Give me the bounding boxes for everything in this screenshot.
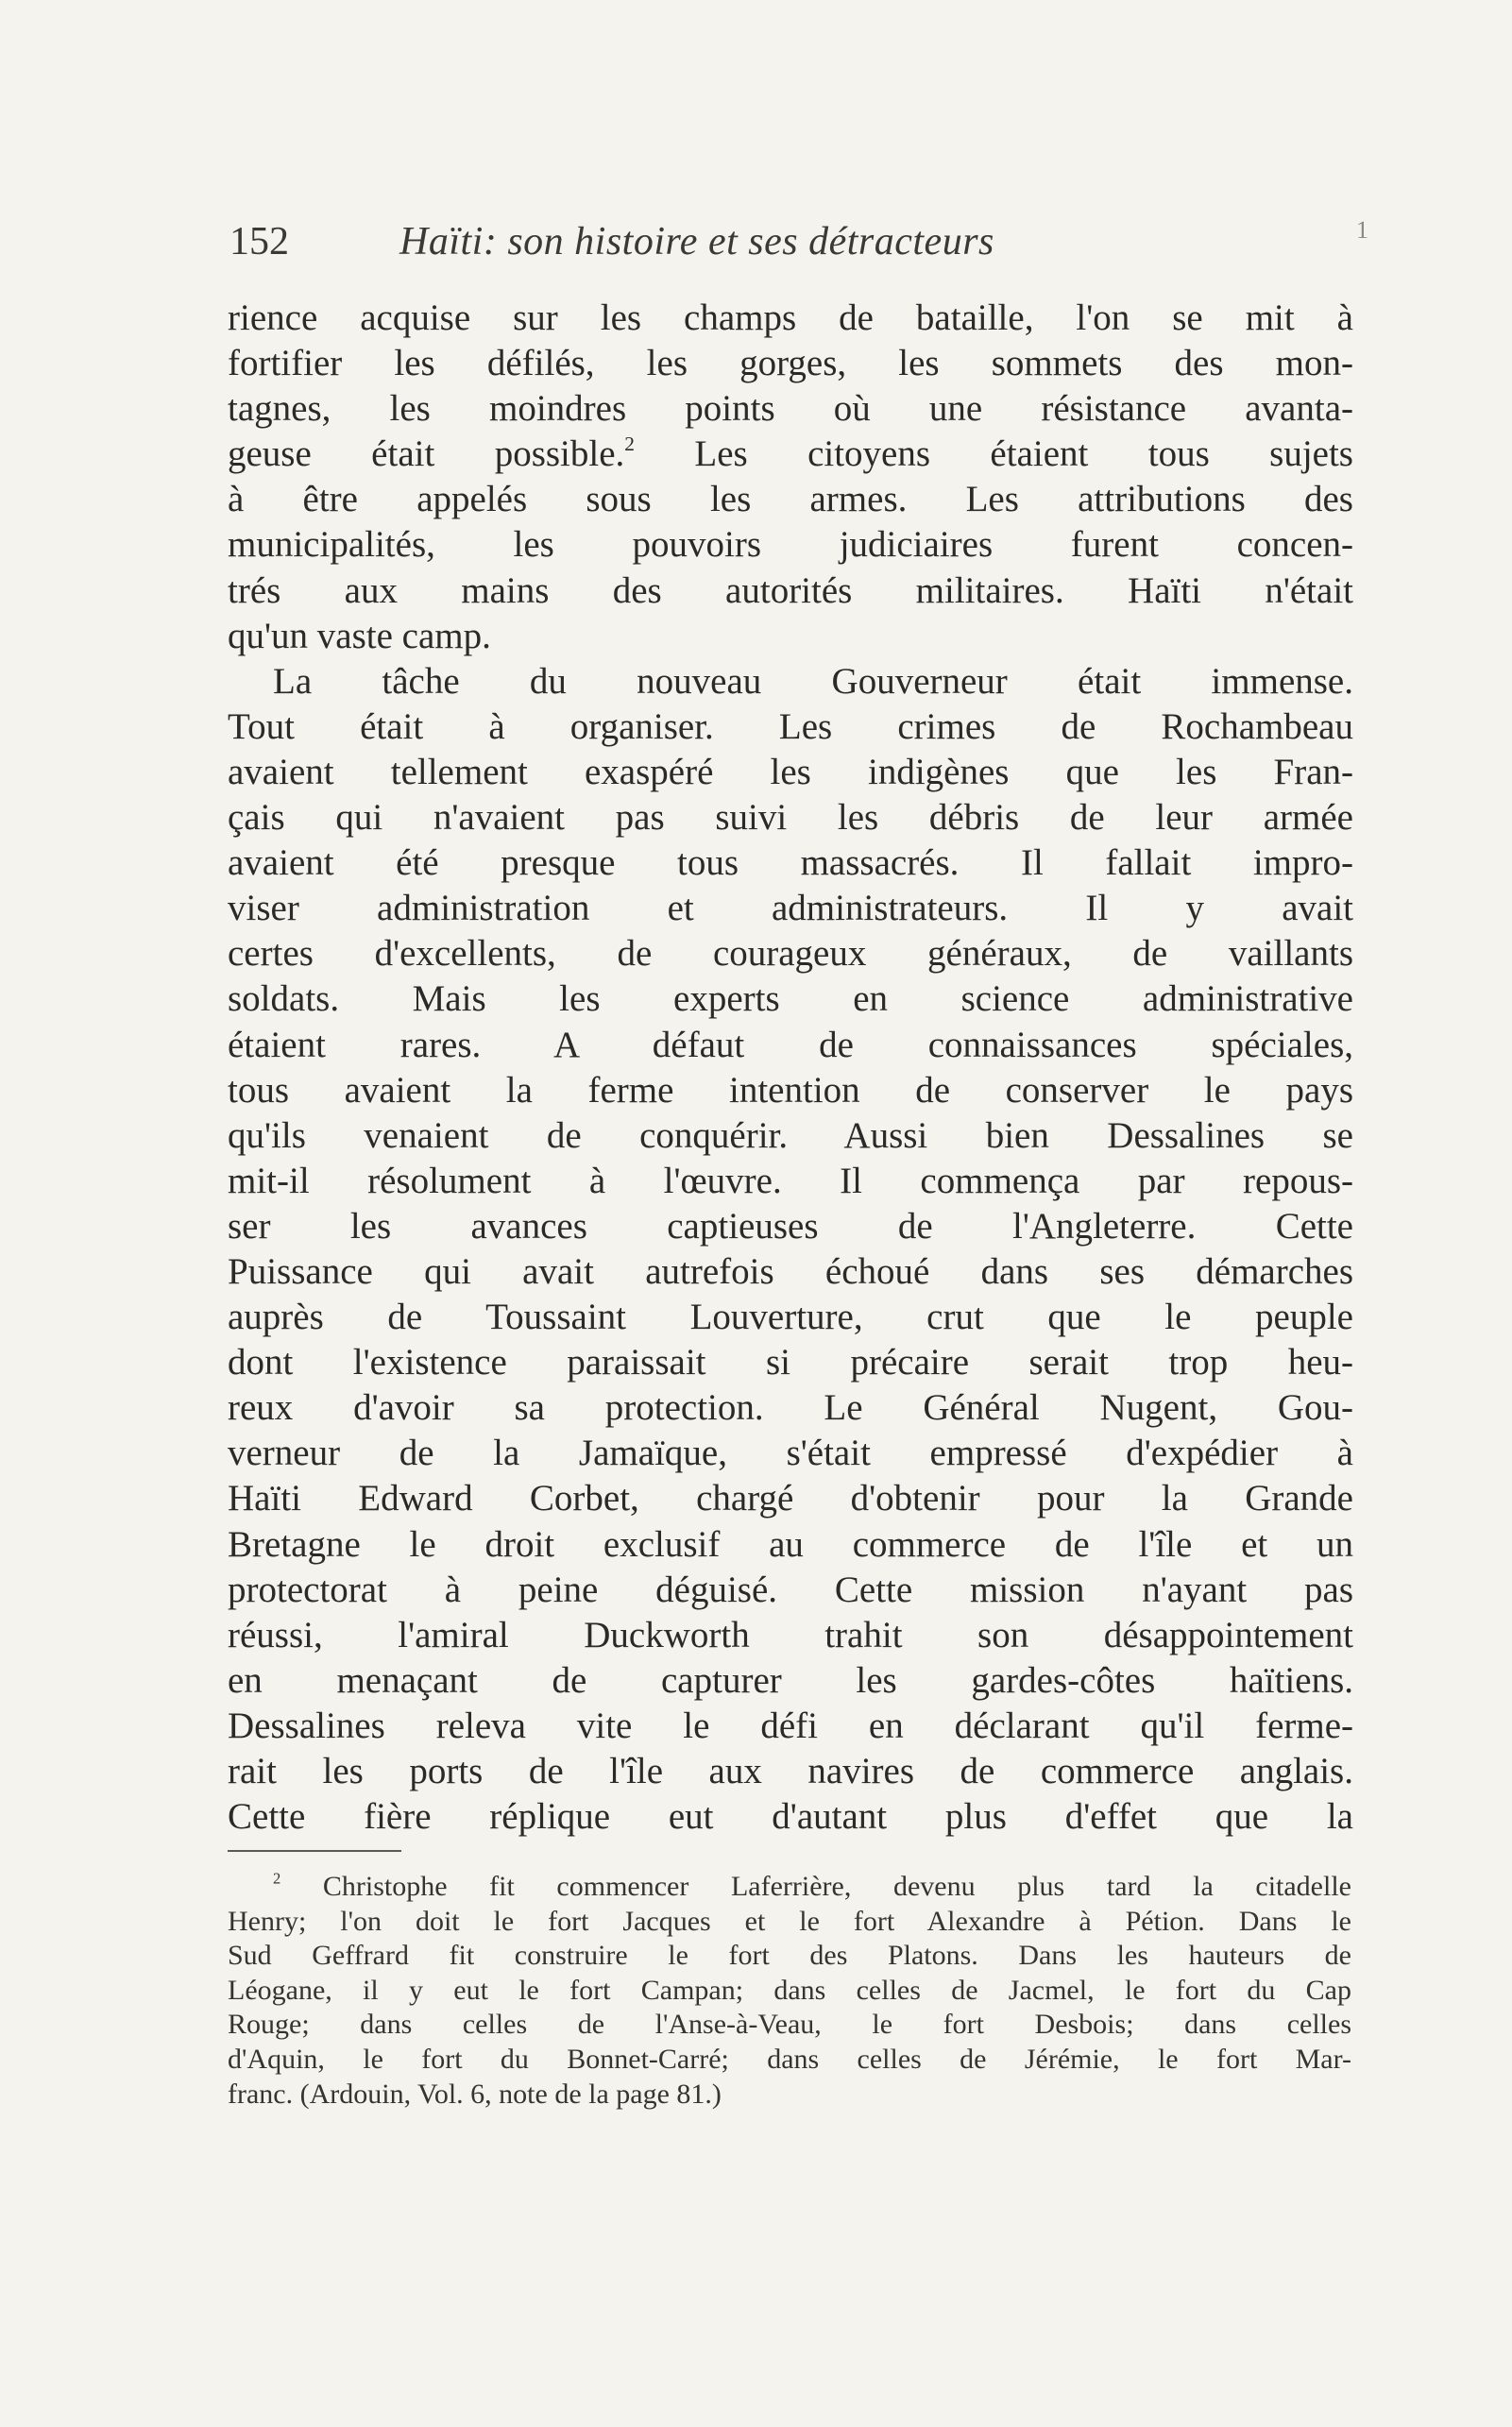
text-line: Cette fière réplique eut d'autant plus d'effet que la: [228, 1796, 1353, 1838]
text-line: fortifier les défilés, les gorges, les sommets des mon-: [228, 343, 1353, 384]
footnotes: [228, 1870, 1351, 2112]
text-line: çais qui n'avaient pas suivi les débris de leur armée: [228, 797, 1353, 839]
corner-mark: 1: [1356, 216, 1368, 244]
text-line: tous avaient la ferme intention de conserver le pays: [228, 1069, 1353, 1111]
text-line: [228, 432, 1353, 477]
text-line: rait les ports de l'île aux navires de commerce anglais.: [228, 1751, 1353, 1791]
footnote-text: Christophe fit commencer Laferrière, devenu plus tard la citadelle: [280, 1871, 1351, 1902]
text-line: rience acquise sur les champs de bataille, l'on se mit à: [228, 297, 1353, 338]
text-line: Puissance qui avait autrefois échoué dans ses démarches: [228, 1250, 1353, 1292]
text-line: étaient rares. A défaut de connaissances spéciales,: [228, 1024, 1353, 1065]
text-line: Bretagne le droit exclusif au commerce de l'île et un: [228, 1523, 1353, 1565]
footnote-line: Léogane, il y eut le fort Campan; dans celles de Jacmel, le fort du Cap: [228, 1974, 1351, 2006]
running-head: [229, 213, 1368, 270]
text-line: réussi, l'amiral Duckworth trahit son désappointement: [228, 1614, 1353, 1655]
text-line: verneur de la Jamaïque, s'était empressé d'expédier à: [228, 1433, 1353, 1474]
text-line: soldats. Mais les experts en science administrative: [228, 978, 1353, 1020]
running-title: Haïti: son histoire et ses détracteurs: [399, 220, 994, 263]
text-segment: geuse était possible.: [228, 433, 625, 475]
text-line: qu'ils venaient de conquérir. Aussi bien Dessalines se: [228, 1114, 1353, 1156]
footnote-divider: [228, 1850, 401, 1852]
text-line: Tout était à organiser. Les crimes de Rochambeau: [228, 705, 1353, 747]
footnote-marker: 2: [273, 1869, 281, 1888]
text-segment: Les citoyens étaient tous sujets: [635, 433, 1353, 475]
text-line: tagnes, les moindres points où une résistance avanta-: [228, 388, 1353, 430]
text-line: dont l'existence paraissait si précaire serait trop heu-: [228, 1342, 1353, 1383]
text-line: auprès de Toussaint Louverture, crut que le peuple: [228, 1297, 1353, 1338]
text-line: viser administration et administrateurs. Il y avait: [228, 888, 1353, 929]
footnote-ref: 2: [624, 433, 635, 456]
text-line: municipalités, les pouvoirs judiciaires furent concen-: [228, 524, 1353, 566]
text-line: avaient été presque tous massacrés. Il fallait impro-: [228, 842, 1353, 884]
footnote-line: Henry; l'on doit le fort Jacques et le fort Alexandre à Pétion. Dans le: [228, 1905, 1351, 1937]
text-line: mit-il résolument à l'œuvre. Il commença par repous-: [228, 1160, 1353, 1201]
text-line: Haïti Edward Corbet, chargé d'obtenir pour la Grande: [228, 1478, 1353, 1519]
body-text: [228, 296, 1353, 1840]
footnote-line: Sud Geffrard fit construire le fort des Platons. Dans les hauteurs de: [228, 1940, 1351, 1972]
footnote-line: franc. (Ardouin, Vol. 6, note de la page 81.): [228, 2078, 722, 2110]
text-line: Dessalines releva vite le défi en déclarant qu'il ferme-: [228, 1705, 1353, 1746]
footnote-line: [228, 1870, 1351, 1905]
text-line: reux d'avoir sa protection. Le Général Nugent, Gou-: [228, 1387, 1353, 1429]
text-line: protectorat à peine déguisé. Cette mission n'ayant pas: [228, 1569, 1353, 1610]
text-line: qu'un vaste camp.: [228, 615, 491, 656]
text-line: ser les avances captieuses de l'Angleterre. Cette: [228, 1205, 1353, 1247]
page-number: 152: [229, 220, 289, 263]
footnote-line: d'Aquin, le fort du Bonnet-Carré; dans celles de Jérémie, le fort Mar-: [228, 2043, 1351, 2075]
text-line: avaient tellement exaspéré les indigènes que les Fran-: [228, 751, 1353, 792]
text-line: trés aux mains des autorités militaires. Haïti n'était: [228, 569, 1353, 611]
text-line: en menaçant de capturer les gardes-côtes haïtiens.: [228, 1659, 1353, 1701]
text-line: à être appelés sous les armes. Les attributions des: [228, 479, 1353, 520]
footnote-line: Rouge; dans celles de l'Anse-à-Veau, le fort Desbois; dans celles: [228, 2009, 1351, 2041]
text-line: certes d'excellents, de courageux généraux, de vaillants: [228, 933, 1353, 975]
text-line: La tâche du nouveau Gouverneur était immense.: [273, 660, 1353, 702]
